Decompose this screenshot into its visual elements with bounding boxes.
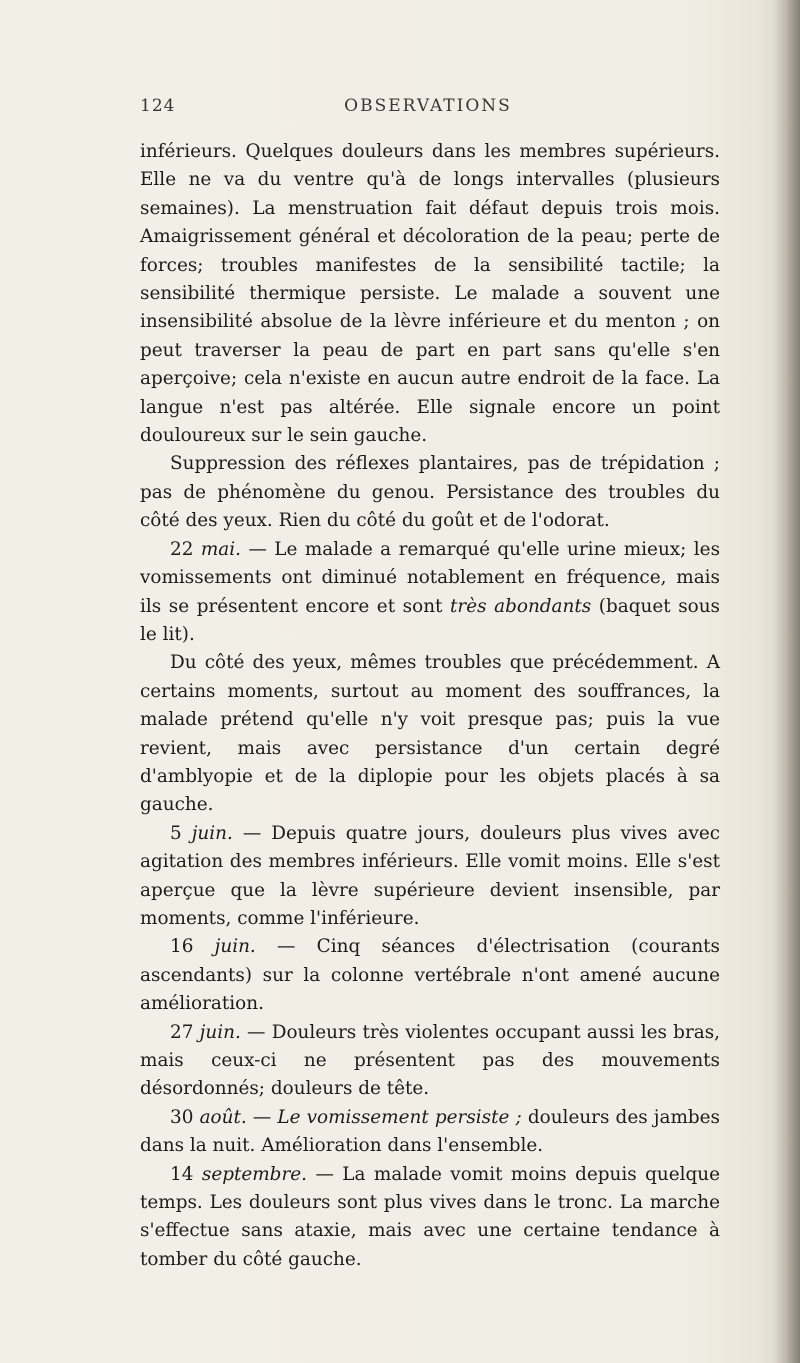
text-segment: douleurs des jambes dans la nuit. Amélioration dans l'ensemble.: [140, 1106, 720, 1157]
text-segment: Suppression des réflexes plantaires, pas de trépidation ; pas de phénomène du genou. Persistance des troubles du côté des yeux. Rien du côté du goût et de l'odorat.: [140, 453, 720, 532]
italic-text: juin.: [214, 936, 256, 958]
text-segment: 14: [170, 1163, 202, 1185]
running-head: [140, 96, 716, 124]
text-segment: Du côté des yeux, mêmes troubles que précédemment. A certains moments, surtout au moment des souffrances, la malade prétend qu'elle n'y voit presque pas; puis la vue revient, mais avec persistance d'un certain degré d'amblyopie et de la diplopie pour les objets placés à sa gauche.: [140, 652, 720, 816]
page-number: 124: [140, 96, 176, 116]
text-segment: — La malade vomit moins depuis quelque temps. Les douleurs sont plus vives dans le tronc. La marche s'effectue sans ataxie, mais avec une certaine tendance à tomber du côté gauche.: [140, 1163, 721, 1270]
paragraph: [140, 649, 720, 819]
text-segment: 27: [170, 1021, 200, 1043]
text-segment: — Cinq séances d'électrisation (courants ascendants) sur la colonne vertébrale n'ont amené aucune amélioration.: [140, 936, 720, 1015]
italic-text: Le vomissement persiste ;: [277, 1106, 522, 1128]
text-segment: — Le malade a remarqué qu'elle urine mieux; les vomissements ont diminué notablement en fréquence, mais ils se présentent encore et sont: [140, 538, 721, 617]
paragraph: [140, 1019, 720, 1104]
page-edge-shadow: [774, 0, 800, 1363]
text-segment: 30: [170, 1106, 200, 1128]
paragraph: [140, 138, 720, 450]
text-segment: inférieurs. Quelques douleurs dans les membres supérieurs. Elle ne va du ventre qu'à de longs intervalles (plusieurs semaines). La menstruation fait défaut depuis trois mois. Amaigrissement général et décoloration de la peau; perte de forces; troubles manifestes de la sensibilité tactile; la sensibilité thermique persiste. Le malade a souvent une insensibilité absolue de la lèvre inférieure et du menton ; on peut traverser la peau de part en part sans qu'elle s'en aperçoive; cela n'existe en aucun autre endroit de la face. La langue n'est pas altérée. Elle signale encore un point douloureux sur le sein gauche.: [140, 141, 720, 447]
text-segment: 5: [170, 822, 192, 844]
text-segment: — Douleurs très violentes occupant aussi les bras, mais ceux-ci ne présentent pas des mouvements désordonnés; douleurs de tête.: [140, 1021, 720, 1100]
italic-text: mai.: [200, 538, 241, 560]
text-segment: —: [246, 1106, 278, 1128]
paragraph: [140, 450, 720, 535]
italic-text: août.: [199, 1106, 247, 1128]
italic-text: très abondants: [450, 595, 592, 617]
italic-text: juin.: [191, 822, 233, 844]
italic-text: juin.: [199, 1021, 241, 1043]
paragraph: [140, 820, 720, 934]
paragraph: [140, 536, 720, 650]
running-title: OBSERVATIONS: [344, 96, 512, 116]
italic-text: septembre.: [201, 1163, 307, 1185]
text-segment: 16: [170, 936, 215, 958]
text-segment: (baquet sous le lit).: [140, 595, 720, 645]
body-text: [140, 138, 720, 1274]
paragraph: [140, 1161, 720, 1275]
paragraph: [140, 933, 720, 1018]
text-segment: — Depuis quatre jours, douleurs plus vives avec agitation des membres inférieurs. Elle vomit moins. Elle s'est aperçue que la lèvre supérieure devient insensible, par moments, comme l'inférieure.: [140, 822, 721, 929]
paragraph: [140, 1104, 720, 1161]
text-segment: 22: [170, 538, 201, 560]
